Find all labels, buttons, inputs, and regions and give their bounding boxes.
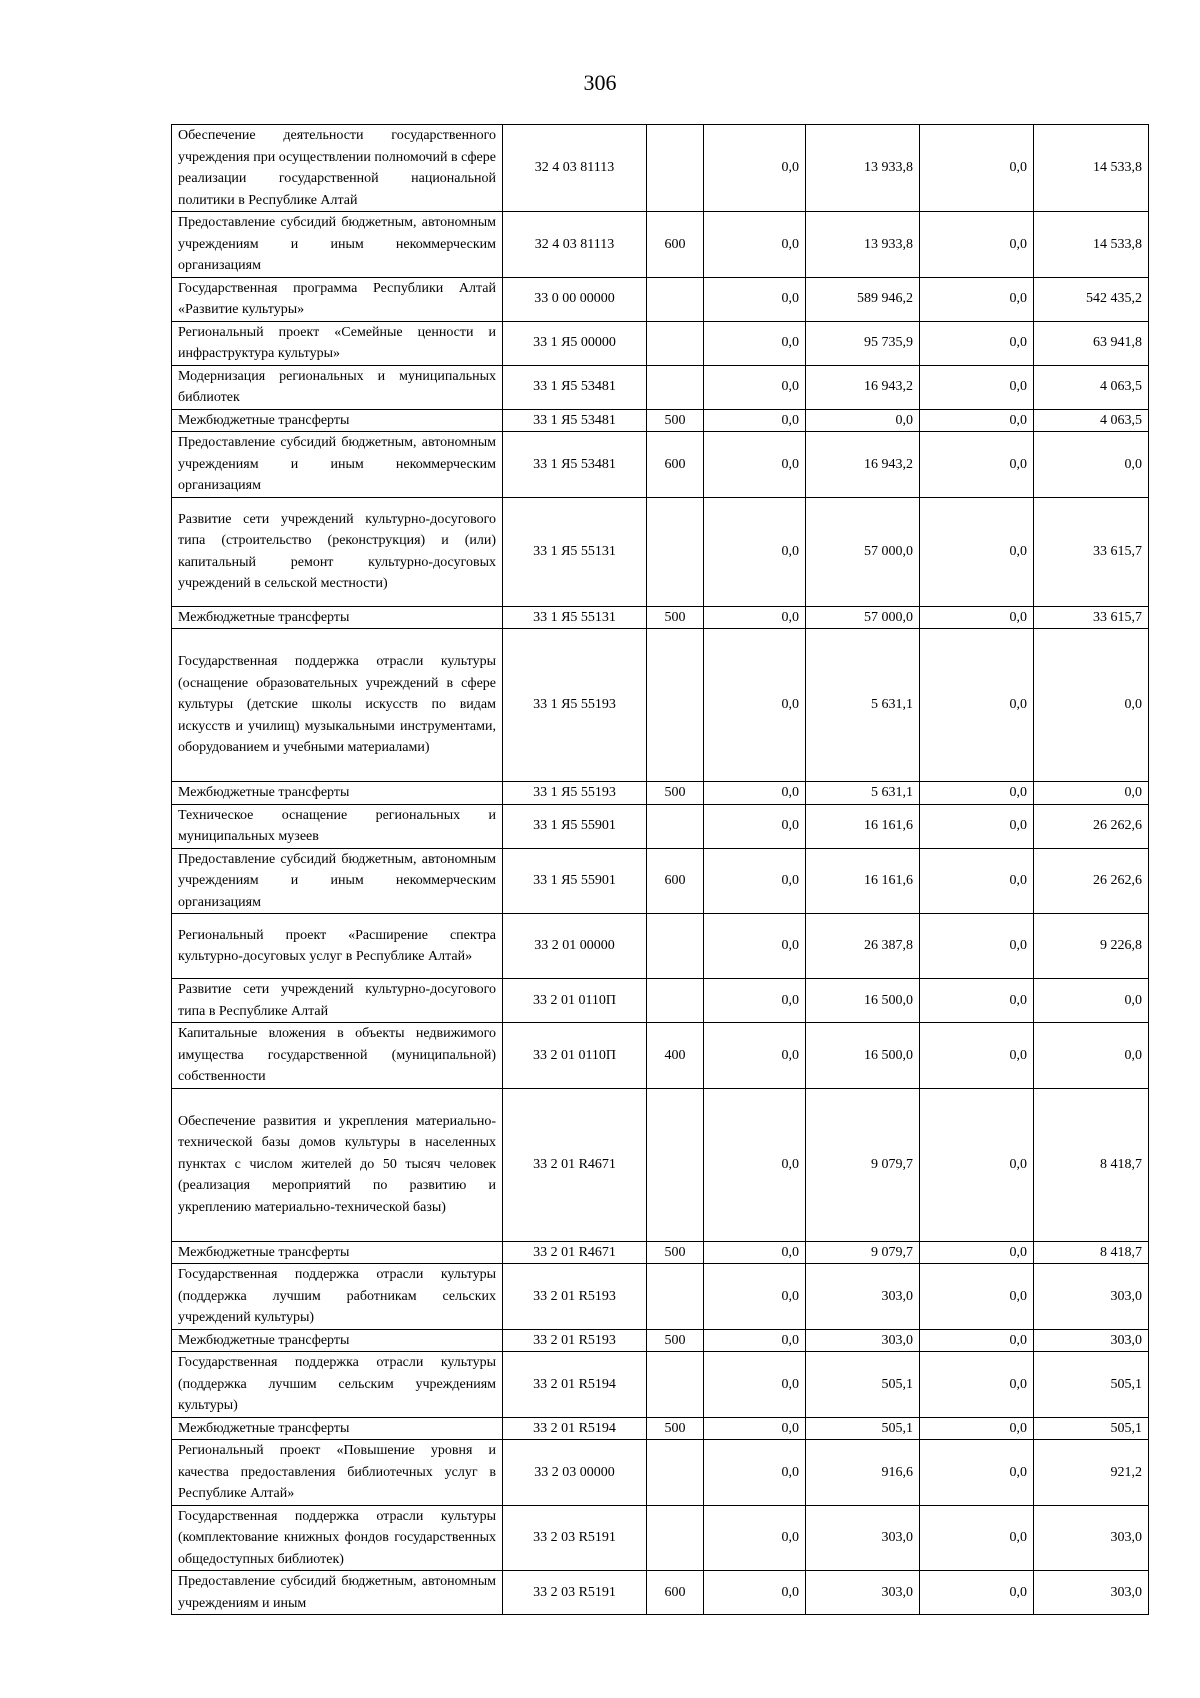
row-name: Межбюджетные трансферты <box>172 782 503 805</box>
row-name: Развитие сети учреждений культурно-досугового типа в Республике Алтай <box>172 979 503 1023</box>
row-value-4: 505,1 <box>1034 1352 1149 1418</box>
row-expense-type <box>647 277 704 321</box>
row-value-1: 0,0 <box>704 848 806 914</box>
row-value-2: 16 161,6 <box>806 848 920 914</box>
table-row <box>172 1352 1149 1418</box>
row-value-3: 0,0 <box>920 321 1034 365</box>
row-name: Межбюджетные трансферты <box>172 409 503 432</box>
row-code: 33 1 Я5 53481 <box>503 432 647 498</box>
row-name: Государственная программа Республики Алтай «Развитие культуры» <box>172 277 503 321</box>
row-code: 33 2 01 0110П <box>503 979 647 1023</box>
row-expense-type: 500 <box>647 1241 704 1264</box>
table-row <box>172 365 1149 409</box>
row-value-1: 0,0 <box>704 432 806 498</box>
row-value-2: 57 000,0 <box>806 606 920 629</box>
row-value-2: 26 387,8 <box>806 914 920 979</box>
row-name: Государственная поддержка отрасли культуры (поддержка лучшим сельским учреждениям культуры) <box>172 1352 503 1418</box>
row-value-1: 0,0 <box>704 212 806 278</box>
row-value-4: 542 435,2 <box>1034 277 1149 321</box>
row-value-3: 0,0 <box>920 409 1034 432</box>
row-name: Обеспечение развития и укрепления материально-технической базы домов культуры в населенных пунктах с числом жителей до 50 тысяч человек (реализация мероприятий по развитию и укреплению материально-технической базы) <box>172 1088 503 1241</box>
row-value-2: 303,0 <box>806 1505 920 1571</box>
row-value-3: 0,0 <box>920 914 1034 979</box>
row-value-2: 95 735,9 <box>806 321 920 365</box>
row-value-3: 0,0 <box>920 1023 1034 1089</box>
row-value-2: 589 946,2 <box>806 277 920 321</box>
table-body <box>172 125 1149 1615</box>
row-value-1: 0,0 <box>704 277 806 321</box>
row-value-4: 26 262,6 <box>1034 804 1149 848</box>
row-value-1: 0,0 <box>704 321 806 365</box>
row-value-2: 303,0 <box>806 1264 920 1330</box>
row-value-3: 0,0 <box>920 125 1034 212</box>
row-expense-type <box>647 1264 704 1330</box>
row-name: Предоставление субсидий бюджетным, автономным учреждениям и иным некоммерческим организациям <box>172 212 503 278</box>
row-code: 33 1 Я5 55131 <box>503 606 647 629</box>
page-number: 306 <box>583 70 617 95</box>
row-value-4: 0,0 <box>1034 1023 1149 1089</box>
row-value-4: 14 533,8 <box>1034 125 1149 212</box>
row-value-1: 0,0 <box>704 1088 806 1241</box>
row-value-4: 303,0 <box>1034 1264 1149 1330</box>
row-value-4: 26 262,6 <box>1034 848 1149 914</box>
row-value-4: 33 615,7 <box>1034 606 1149 629</box>
row-expense-type: 400 <box>647 1023 704 1089</box>
row-value-3: 0,0 <box>920 1088 1034 1241</box>
row-name: Государственная поддержка отрасли культуры (поддержка лучшим работникам сельских учреждений культуры) <box>172 1264 503 1330</box>
row-code: 33 2 01 00000 <box>503 914 647 979</box>
row-value-2: 5 631,1 <box>806 629 920 782</box>
row-expense-type: 500 <box>647 782 704 805</box>
row-value-2: 16 500,0 <box>806 1023 920 1089</box>
row-value-2: 13 933,8 <box>806 125 920 212</box>
row-value-4: 0,0 <box>1034 782 1149 805</box>
row-value-4: 8 418,7 <box>1034 1088 1149 1241</box>
row-value-2: 16 500,0 <box>806 979 920 1023</box>
row-value-1: 0,0 <box>704 1505 806 1571</box>
row-expense-type: 500 <box>647 409 704 432</box>
row-expense-type: 500 <box>647 606 704 629</box>
row-name: Межбюджетные трансферты <box>172 1241 503 1264</box>
row-code: 33 2 01 R5193 <box>503 1264 647 1330</box>
row-expense-type <box>647 804 704 848</box>
row-value-3: 0,0 <box>920 629 1034 782</box>
row-value-4: 303,0 <box>1034 1329 1149 1352</box>
row-expense-type <box>647 321 704 365</box>
row-value-2: 505,1 <box>806 1352 920 1418</box>
row-value-4: 63 941,8 <box>1034 321 1149 365</box>
row-value-4: 14 533,8 <box>1034 212 1149 278</box>
row-value-4: 8 418,7 <box>1034 1241 1149 1264</box>
row-value-2: 916,6 <box>806 1440 920 1506</box>
row-code: 33 1 Я5 55131 <box>503 497 647 606</box>
row-expense-type <box>647 1440 704 1506</box>
row-expense-type <box>647 1505 704 1571</box>
row-expense-type <box>647 1352 704 1418</box>
table-row <box>172 277 1149 321</box>
row-expense-type <box>647 914 704 979</box>
row-expense-type <box>647 629 704 782</box>
row-value-2: 505,1 <box>806 1417 920 1440</box>
row-name: Модернизация региональных и муниципальных библиотек <box>172 365 503 409</box>
table-row <box>172 979 1149 1023</box>
row-value-2: 0,0 <box>806 409 920 432</box>
table-row <box>172 409 1149 432</box>
row-expense-type: 500 <box>647 1329 704 1352</box>
budget-table <box>171 124 1149 1615</box>
row-code: 33 2 03 R5191 <box>503 1505 647 1571</box>
row-code: 33 1 Я5 55193 <box>503 782 647 805</box>
row-value-3: 0,0 <box>920 606 1034 629</box>
row-expense-type: 600 <box>647 432 704 498</box>
row-value-4: 303,0 <box>1034 1505 1149 1571</box>
row-code: 33 1 Я5 55901 <box>503 848 647 914</box>
row-value-3: 0,0 <box>920 979 1034 1023</box>
table-row <box>172 125 1149 212</box>
row-value-1: 0,0 <box>704 606 806 629</box>
row-value-4: 921,2 <box>1034 1440 1149 1506</box>
row-name: Государственная поддержка отрасли культуры (комплектование книжных фондов государственных общедоступных библиотек) <box>172 1505 503 1571</box>
row-expense-type: 600 <box>647 212 704 278</box>
table-row <box>172 1241 1149 1264</box>
row-code: 33 1 Я5 55901 <box>503 804 647 848</box>
row-code: 32 4 03 81113 <box>503 212 647 278</box>
row-value-3: 0,0 <box>920 1241 1034 1264</box>
row-expense-type: 500 <box>647 1417 704 1440</box>
row-code: 33 2 01 R5193 <box>503 1329 647 1352</box>
row-code: 33 0 00 00000 <box>503 277 647 321</box>
row-value-3: 0,0 <box>920 1264 1034 1330</box>
row-expense-type <box>647 1088 704 1241</box>
table-row <box>172 914 1149 979</box>
row-value-3: 0,0 <box>920 804 1034 848</box>
row-value-3: 0,0 <box>920 1571 1034 1615</box>
row-value-2: 9 079,7 <box>806 1241 920 1264</box>
row-code: 33 1 Я5 53481 <box>503 409 647 432</box>
row-value-1: 0,0 <box>704 1352 806 1418</box>
table-row <box>172 497 1149 606</box>
table-row <box>172 1505 1149 1571</box>
table-row <box>172 1264 1149 1330</box>
row-value-3: 0,0 <box>920 365 1034 409</box>
row-value-4: 4 063,5 <box>1034 409 1149 432</box>
row-code: 33 1 Я5 00000 <box>503 321 647 365</box>
row-value-1: 0,0 <box>704 497 806 606</box>
row-code: 33 2 01 R4671 <box>503 1088 647 1241</box>
row-name: Межбюджетные трансферты <box>172 1329 503 1352</box>
row-code: 33 2 01 R5194 <box>503 1417 647 1440</box>
row-value-4: 0,0 <box>1034 979 1149 1023</box>
row-name: Государственная поддержка отрасли культуры (оснащение образовательных учреждений в сфере культуры (детские школы искусств по видам искусств и училищ) музыкальными инструментами, оборудованием и учебными материалами) <box>172 629 503 782</box>
row-value-2: 303,0 <box>806 1571 920 1615</box>
row-value-2: 5 631,1 <box>806 782 920 805</box>
row-value-4: 9 226,8 <box>1034 914 1149 979</box>
row-name: Предоставление субсидий бюджетным, автономным учреждениям и иным некоммерческим организациям <box>172 432 503 498</box>
table-row <box>172 848 1149 914</box>
row-name: Обеспечение деятельности государственного учреждения при осуществлении полномочий в сфере реализации государственной национальной политики в Республике Алтай <box>172 125 503 212</box>
row-code: 33 2 01 R5194 <box>503 1352 647 1418</box>
row-value-2: 57 000,0 <box>806 497 920 606</box>
row-name: Региональный проект «Расширение спектра культурно-досуговых услуг в Республике Алтай» <box>172 914 503 979</box>
row-value-4: 0,0 <box>1034 432 1149 498</box>
table-row <box>172 1088 1149 1241</box>
table-row <box>172 1417 1149 1440</box>
row-value-4: 303,0 <box>1034 1571 1149 1615</box>
row-value-4: 4 063,5 <box>1034 365 1149 409</box>
row-value-1: 0,0 <box>704 409 806 432</box>
row-code: 33 2 03 00000 <box>503 1440 647 1506</box>
row-expense-type <box>647 497 704 606</box>
row-value-1: 0,0 <box>704 365 806 409</box>
row-value-3: 0,0 <box>920 212 1034 278</box>
row-name: Техническое оснащение региональных и муниципальных музеев <box>172 804 503 848</box>
row-name: Развитие сети учреждений культурно-досугового типа (строительство (реконструкция) и (или) капитальный ремонт культурно-досуговых учреждений в сельской местности) <box>172 497 503 606</box>
table-row <box>172 1329 1149 1352</box>
row-value-1: 0,0 <box>704 979 806 1023</box>
row-value-1: 0,0 <box>704 1329 806 1352</box>
row-value-3: 0,0 <box>920 277 1034 321</box>
row-value-3: 0,0 <box>920 1440 1034 1506</box>
row-value-2: 16 943,2 <box>806 432 920 498</box>
table-row <box>172 1023 1149 1089</box>
row-code: 33 2 01 R4671 <box>503 1241 647 1264</box>
table-row <box>172 1440 1149 1506</box>
row-value-1: 0,0 <box>704 804 806 848</box>
row-value-1: 0,0 <box>704 1417 806 1440</box>
row-expense-type <box>647 365 704 409</box>
row-value-1: 0,0 <box>704 1241 806 1264</box>
row-code: 33 1 Я5 53481 <box>503 365 647 409</box>
row-value-3: 0,0 <box>920 848 1034 914</box>
row-value-1: 0,0 <box>704 1571 806 1615</box>
row-code: 33 1 Я5 55193 <box>503 629 647 782</box>
row-value-1: 0,0 <box>704 1023 806 1089</box>
row-name: Региональный проект «Повышение уровня и качества предоставления библиотечных услуг в Республике Алтай» <box>172 1440 503 1506</box>
table-row <box>172 629 1149 782</box>
row-code: 33 2 01 0110П <box>503 1023 647 1089</box>
row-expense-type <box>647 125 704 212</box>
row-value-3: 0,0 <box>920 1417 1034 1440</box>
row-value-1: 0,0 <box>704 125 806 212</box>
table-row <box>172 432 1149 498</box>
row-value-1: 0,0 <box>704 1264 806 1330</box>
table-row <box>172 606 1149 629</box>
row-code: 32 4 03 81113 <box>503 125 647 212</box>
row-value-3: 0,0 <box>920 1505 1034 1571</box>
row-value-1: 0,0 <box>704 629 806 782</box>
table-row <box>172 1571 1149 1615</box>
row-value-4: 33 615,7 <box>1034 497 1149 606</box>
row-value-3: 0,0 <box>920 497 1034 606</box>
row-value-1: 0,0 <box>704 1440 806 1506</box>
row-expense-type: 600 <box>647 848 704 914</box>
row-value-2: 16 943,2 <box>806 365 920 409</box>
row-name: Региональный проект «Семейные ценности и инфраструктура культуры» <box>172 321 503 365</box>
row-name: Межбюджетные трансферты <box>172 1417 503 1440</box>
table-row <box>172 782 1149 805</box>
row-value-3: 0,0 <box>920 782 1034 805</box>
table-row <box>172 804 1149 848</box>
row-value-3: 0,0 <box>920 432 1034 498</box>
row-value-2: 303,0 <box>806 1329 920 1352</box>
row-code: 33 2 03 R5191 <box>503 1571 647 1615</box>
row-name: Капитальные вложения в объекты недвижимого имущества государственной (муниципальной) собственности <box>172 1023 503 1089</box>
row-name: Предоставление субсидий бюджетным, автономным учреждениям и иным <box>172 1571 503 1615</box>
row-value-2: 16 161,6 <box>806 804 920 848</box>
table-row <box>172 321 1149 365</box>
row-value-2: 9 079,7 <box>806 1088 920 1241</box>
row-value-4: 0,0 <box>1034 629 1149 782</box>
row-expense-type <box>647 979 704 1023</box>
row-value-4: 505,1 <box>1034 1417 1149 1440</box>
row-expense-type: 600 <box>647 1571 704 1615</box>
row-value-1: 0,0 <box>704 782 806 805</box>
row-name: Межбюджетные трансферты <box>172 606 503 629</box>
row-value-2: 13 933,8 <box>806 212 920 278</box>
table-row <box>172 212 1149 278</box>
row-value-3: 0,0 <box>920 1329 1034 1352</box>
row-name: Предоставление субсидий бюджетным, автономным учреждениям и иным некоммерческим организациям <box>172 848 503 914</box>
row-value-3: 0,0 <box>920 1352 1034 1418</box>
row-value-1: 0,0 <box>704 914 806 979</box>
